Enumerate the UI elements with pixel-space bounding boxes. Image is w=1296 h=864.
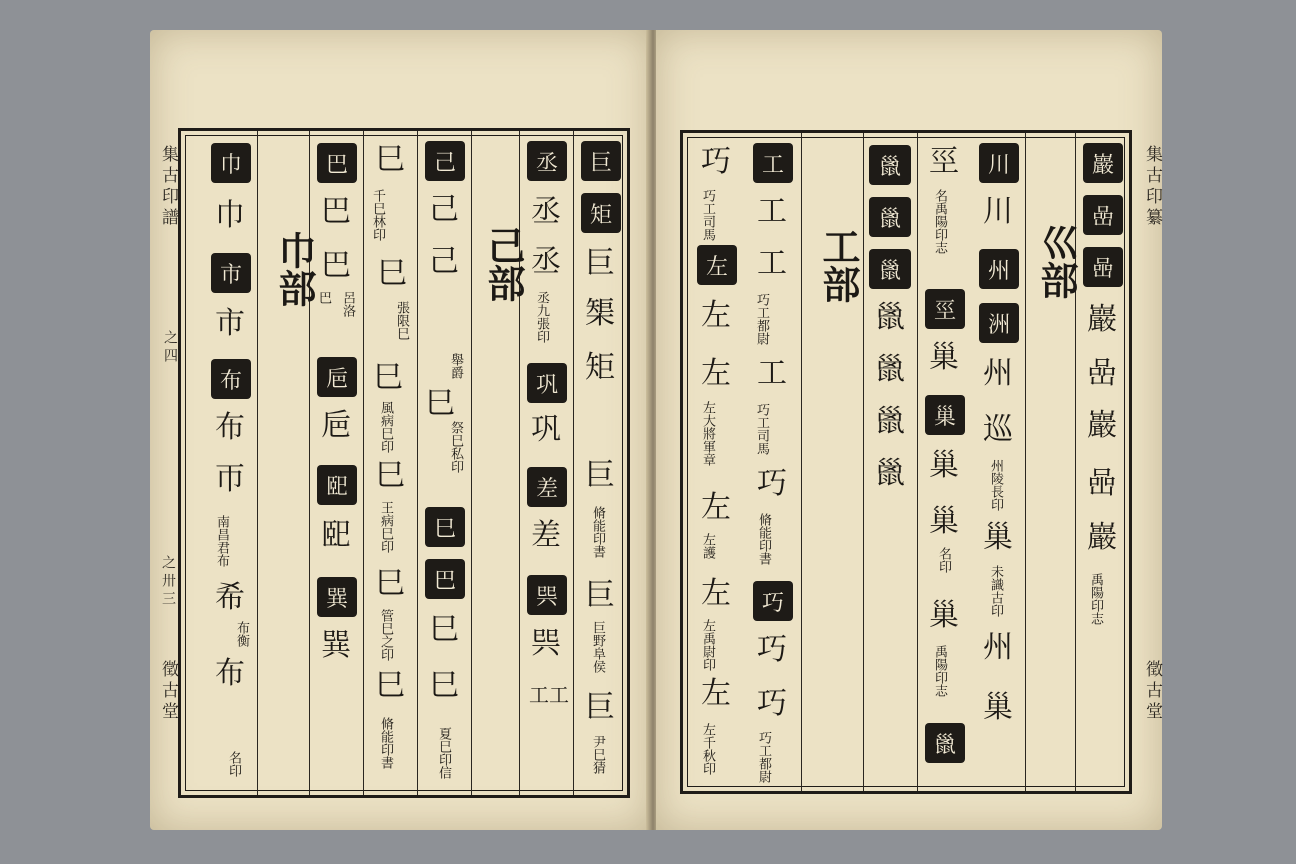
seal-glyph: 巵 [321, 408, 351, 443]
seal-glyph: 市 [215, 306, 245, 341]
left-page [150, 30, 650, 830]
seal-glyph: 巢 [929, 504, 959, 539]
seal-chip: 巖 [1083, 143, 1123, 183]
seal-chip: 矩 [581, 193, 621, 233]
seal-glyph: 己 [429, 192, 459, 227]
seal-glyph: 巧 [757, 466, 787, 501]
seal-chip: 巺 [527, 575, 567, 615]
seal-chip: 州 [979, 249, 1019, 289]
seal-note: 名禹陽印志 [931, 189, 947, 254]
seal-note: 左禹尉印 [699, 619, 715, 671]
seal-glyph: 巾 [215, 198, 245, 233]
seal-note: 名印 [225, 751, 241, 777]
seal-glyph: 巴 [321, 248, 351, 283]
seal-note: 夏巳印信 [435, 727, 451, 779]
seal-glyph: 巨 [585, 578, 615, 613]
seal-note: 禹陽印志 [1087, 573, 1103, 625]
seal-chip: 嵒 [1083, 195, 1123, 235]
seal-chip: 巤 [925, 723, 965, 763]
left-print-frame [178, 128, 630, 798]
seal-glyph: 巴 [321, 194, 351, 229]
seal-chip: 巠 [925, 289, 965, 329]
seal-note: 舉爵 [447, 353, 463, 379]
seal-glyph: 希 [215, 580, 245, 615]
seal-glyph: 嵒 [1087, 356, 1117, 391]
seal-note: 尹巳猜 [589, 735, 605, 774]
seal-chip: 巤 [869, 145, 911, 185]
open-book [150, 30, 1162, 832]
seal-note: 南昌君布 [213, 515, 229, 567]
seal-chip: 巸 [317, 465, 357, 505]
column-yi [363, 131, 417, 795]
left-margin-volume: 之四 [162, 330, 178, 366]
seal-glyph: 矩 [585, 350, 615, 385]
seal-note: 巧工都尉 [753, 293, 769, 345]
seal-glyph: 巨 [585, 458, 615, 493]
seal-glyph: 巢 [929, 448, 959, 483]
seal-glyph: 州 [983, 630, 1013, 665]
seal-glyph: 巧 [757, 686, 787, 721]
seal-glyph: 巤 [875, 456, 905, 491]
right-margin-publisher: 徵古堂 [1142, 660, 1162, 723]
seal-glyph: 巧 [757, 632, 787, 667]
radical-heading-jin: 巾部 [272, 231, 317, 307]
seal-glyph: 丞 [531, 244, 561, 279]
seal-chip: 喦 [1083, 247, 1123, 287]
seal-note: 未識古印 [987, 565, 1003, 617]
seal-chip: 左 [697, 245, 737, 285]
seal-glyph: 州 [983, 356, 1013, 391]
seal-chip: 巽 [317, 577, 357, 617]
seal-glyph: 工工 [529, 683, 569, 707]
seal-glyph: 差 [531, 518, 561, 553]
seal-note: 王病巳印 [377, 501, 393, 553]
seal-glyph: 喦 [1087, 466, 1117, 501]
column-lie [863, 133, 917, 791]
seal-glyph: 左 [701, 490, 731, 525]
seal-glyph: 己 [429, 244, 459, 279]
seal-glyph: 巽 [321, 628, 351, 663]
seal-glyph: 巡 [983, 412, 1013, 447]
seal-chip: 己 [425, 141, 465, 181]
seal-glyph: 工 [757, 246, 787, 281]
seal-chip: 市 [211, 253, 251, 293]
seal-note: 巧工司馬 [753, 403, 769, 455]
seal-note: 管巳之印 [377, 609, 393, 661]
radical-heading-gong: 工部 [816, 227, 861, 303]
seal-glyph: 巖 [1087, 408, 1117, 443]
column-chuan [971, 133, 1025, 791]
seal-note: 脩能印書 [755, 513, 771, 565]
seal-glyph: 巺 [531, 626, 561, 661]
seal-note: 千巳林印 [369, 189, 385, 241]
column-jing [917, 133, 971, 791]
seal-note: 張限巳 [393, 301, 409, 340]
seal-glyph: 巨 [585, 690, 615, 725]
seal-chip: 巾 [211, 143, 251, 183]
seal-glyph: 巢 [929, 598, 959, 633]
column-qiao [689, 133, 745, 791]
seal-chip: 布 [211, 359, 251, 399]
seal-note: 祭巳私印 [447, 421, 463, 473]
seal-glyph: 川 [983, 194, 1013, 229]
seal-chip: 巧 [753, 581, 793, 621]
seal-note: 左大將軍章 [699, 401, 715, 466]
seal-glyph: 巸 [321, 518, 351, 553]
seal-chip: 巳 [425, 507, 465, 547]
seal-glyph: 巖 [1087, 520, 1117, 555]
seal-note: 布衡 [233, 621, 249, 647]
seal-chip: 差 [527, 467, 567, 507]
seal-chip: 洲 [979, 303, 1019, 343]
seal-glyph: 左 [701, 676, 731, 711]
right-margin-title: 集古印纂 [1142, 145, 1162, 229]
seal-note: 脩能印書 [589, 506, 605, 558]
seal-chip: 巢 [925, 395, 965, 435]
seal-glyph: 帀 [215, 462, 245, 497]
seal-note: 脩能印書 [377, 717, 393, 769]
seal-chip: 巩 [527, 363, 567, 403]
seal-chip: 巴 [425, 559, 465, 599]
seal-glyph: 巢 [983, 520, 1013, 555]
seal-glyph: 巳 [375, 668, 405, 703]
seal-glyph: 布 [215, 410, 245, 445]
seal-glyph: 布 [215, 656, 245, 691]
seal-glyph: 巳 [373, 360, 403, 395]
radical-heading-ji: 己部 [481, 226, 526, 302]
column-ji [417, 131, 471, 795]
seal-glyph: 巢 [929, 340, 959, 375]
seal-note: 巴 [315, 291, 331, 304]
seal-note: 名印 [935, 547, 951, 573]
seal-note: 左護 [699, 533, 715, 559]
seal-glyph: 工 [757, 356, 787, 391]
seal-glyph: 左 [701, 576, 731, 611]
seal-glyph: 工 [757, 194, 787, 229]
seal-glyph: 巤 [875, 352, 905, 387]
radical-heading-chuan: 巛部 [1034, 223, 1079, 299]
seal-chip: 巤 [869, 249, 911, 289]
seal-glyph: 巳 [375, 458, 405, 493]
seal-chip: 巵 [317, 357, 357, 397]
seal-chip: 巴 [317, 143, 357, 183]
seal-glyph: 左 [701, 356, 731, 391]
seal-chip: 巤 [869, 197, 911, 237]
seal-glyph: 左 [701, 298, 731, 333]
seal-chip: 工 [753, 143, 793, 183]
seal-chip: 巨 [581, 141, 621, 181]
left-margin-folio: 之卅三 [160, 555, 176, 609]
seal-glyph: 巨 [585, 246, 615, 281]
seal-glyph: 巖 [1087, 302, 1117, 337]
seal-glyph: 巤 [875, 404, 905, 439]
seal-chip: 丞 [527, 141, 567, 181]
seal-note: 丞九張印 [533, 291, 549, 343]
left-margin-title: 集古印譜 [158, 145, 178, 229]
seal-glyph: 巠 [929, 144, 959, 179]
seal-note: 禹陽印志 [931, 645, 947, 697]
seal-glyph: 巳 [425, 386, 455, 421]
seal-glyph: 巳 [429, 668, 459, 703]
seal-note: 風病巳印 [377, 401, 393, 453]
column-gong [745, 133, 801, 791]
column-jin [203, 131, 257, 795]
seal-glyph: 巳 [375, 142, 405, 177]
seal-glyph: 巧 [701, 144, 731, 179]
seal-note: 巧工都尉 [755, 731, 771, 783]
right-page [656, 30, 1162, 830]
seal-note: 呂洛 [339, 291, 355, 317]
seal-glyph: 巳 [429, 612, 459, 647]
seal-glyph: 榘 [585, 296, 615, 331]
right-print-frame [680, 130, 1132, 794]
column-ju [573, 131, 627, 795]
seal-glyph: 巢 [983, 690, 1013, 725]
seal-note: 州陵長印 [987, 459, 1003, 511]
seal-glyph: 巳 [377, 256, 407, 291]
seal-glyph: 巩 [531, 412, 561, 447]
seal-chip: 川 [979, 143, 1019, 183]
seal-glyph: 丞 [531, 194, 561, 229]
seal-glyph: 巳 [375, 566, 405, 601]
seal-note: 巧工司馬 [699, 189, 715, 241]
seal-glyph: 巤 [875, 300, 905, 335]
seal-note: 巨野阜侯 [589, 621, 605, 673]
seal-note: 左千秋印 [699, 723, 715, 775]
left-margin-publisher: 徵古堂 [158, 660, 178, 723]
